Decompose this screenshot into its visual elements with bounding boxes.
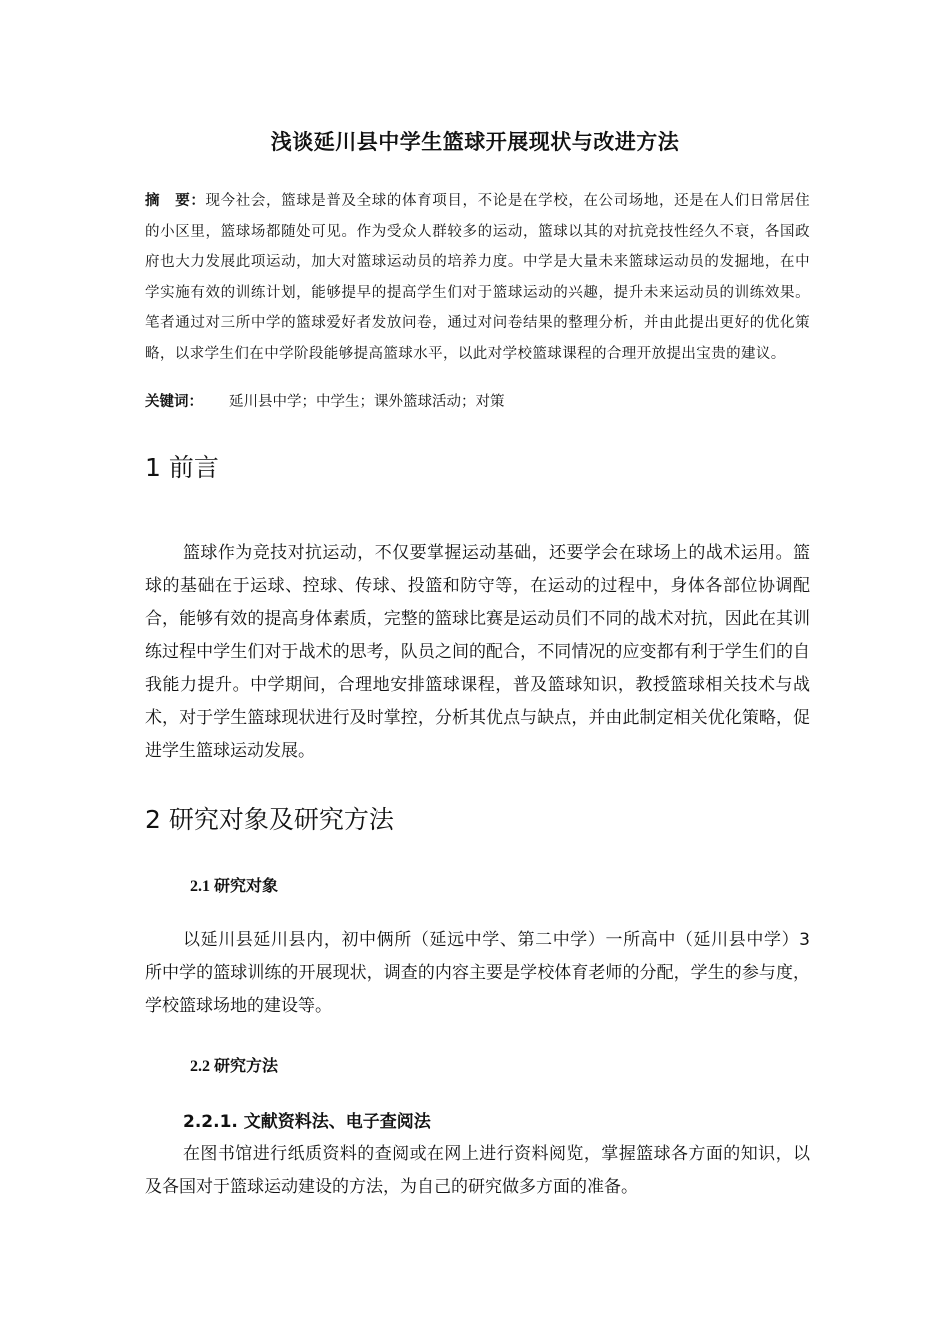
abstract-text: 现今社会，篮球是普及全球的体育项目，不论是在学校，在公司场地，还是在人们日常居住的小区里，篮球场都随处可见。作为受众人群较多的运动，篮球以其的对抗竞技性经久不衰，各国政府也大力发展此项运动，加大对篮球运动员的培养力度。中学是大量未来篮球运动员的发掘地，在中学实施有效的训练计划，能够提早的提高学生们对于篮球运动的兴趣，提升未来运动员的训练效果。笔者通过对三所中学的篮球爱好者发放问卷，通过对问卷结果的整理分析，并由此提出更好的优化策略，以求学生们在中学阶段能够提高篮球水平，以此对学校篮球课程的合理开放提出宝贵的建议。 — [145, 193, 810, 362]
keywords-label: 关键词： — [145, 393, 203, 410]
abstract-label: 摘 要： — [145, 192, 206, 209]
section-2-2-1-paragraph: 在图书馆进行纸质资料的查阅或在网上进行资料阅览，掌握篮球各方面的知识，以及各国对于篮球运动建设的方法，为自己的研究做多方面的准备。 — [145, 1144, 810, 1197]
section-2-1-paragraph: 以延川县延川县内，初中俩所（延远中学、第二中学）一所高中（延川县中学）3 所中学的篮球训练的开展现状，调查的内容主要是学校体育老师的分配，学生的参与度，学校篮球场地的建设等。 — [145, 930, 810, 1016]
section-2-1-heading: 2.1 研究对象 — [190, 878, 279, 895]
section-1-heading: 1 前言 — [145, 453, 219, 482]
abstract — [145, 186, 810, 369]
keywords-text: 延川县中学；中学生；课外篮球活动；对策 — [229, 394, 505, 410]
section-1-paragraph: 篮球作为竞技对抗运动，不仅要掌握运动基础，还要学会在球场上的战术运用。篮球的基础在于运球、控球、传球、投篮和防守等，在运动的过程中，身体各部位协调配合，能够有效的提高身体素质，完整的篮球比赛是运动员们不同的战术对抗，因此在其训练过程中学生们对于战术的思考，队员之间的配合，不同情况的应变都有利于学生们的自我能力提升。中学期间，合理地安排篮球课程，普及篮球知识，教授篮球相关技术与战术，对于学生篮球现状进行及时掌控，分析其优点与缺点，并由此制定相关优化策略，促进学生篮球运动发展。 — [145, 543, 810, 761]
section-2-2-heading: 2.2 研究方法 — [190, 1058, 279, 1075]
keywords — [145, 387, 505, 417]
section-2-2-1-heading: 2.2.1. 文献资料法、电子查阅法 — [183, 1112, 431, 1132]
section-2-heading: 2 研究对象及研究方法 — [145, 805, 394, 834]
document-title: 浅谈延川县中学生篮球开展现状与改进方法 — [270, 130, 680, 154]
